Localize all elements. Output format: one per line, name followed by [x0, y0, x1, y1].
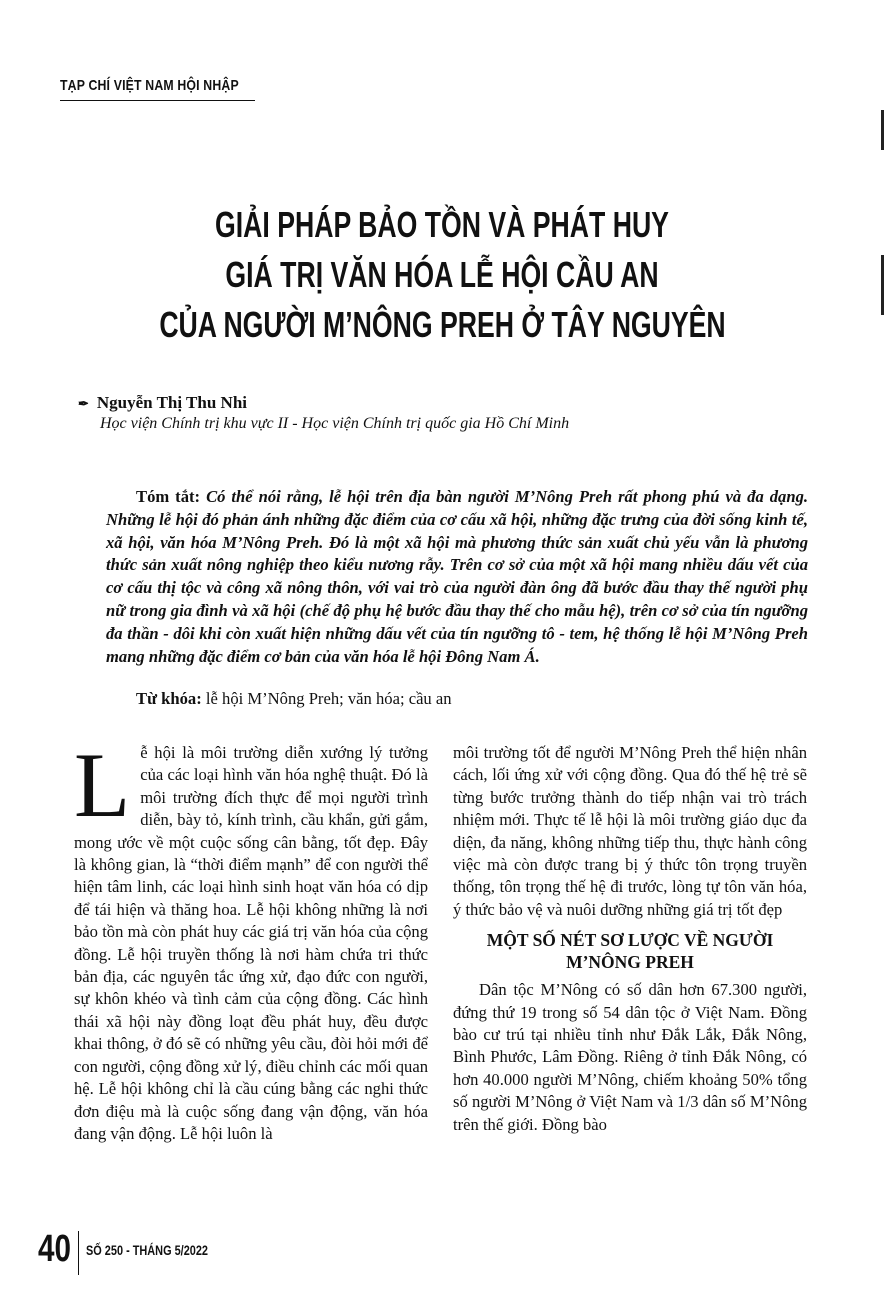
body-text: ễ hội là môi trường diễn xướng lý tưởng của các loại hình văn hóa nghệ thuật. Đó là môi trường đích thực để mọi người trình diễn, bày tỏ, kính trình, cầu khẩn, gửi gắm, mong ước về một cuộc sống cân bằng, tốt đẹp. Đây là không gian, là “thời điểm mạnh” để con người thể hiện tâm linh, các loại hình sinh hoạt văn hóa có dịp để tái hiện và thăng hoa. Lễ hội không những là nơi bảo tồn mà còn phát huy các giá trị văn hóa của cộng đồng. Lễ hội truyền thống là nơi hàm chứa tri thức bản địa, các nguyên tắc ứng xử, đạo đức con người, sự khôn khéo và tình cảm của cộng đồng. Các hình thái xã hội này đồng loạt đều phát huy, đều được khai thông, ở đó sẽ có những yêu cầu, đòi hỏi mới để con người, cộng đồng xử lý, điều chỉnh các mối quan hệ. Lễ hội không chỉ là cầu cúng bằng các nghi thức đơn điệu mà là cuộc sống đang vận động, văn hóa đang vận động. Lễ hội luôn là	[74, 743, 428, 1143]
keywords-text: lễ hội M’Nông Preh; văn hóa; cầu an	[205, 689, 452, 708]
keywords	[106, 689, 808, 709]
author-name: Nguyễn Thị Thu Nhi	[96, 393, 247, 412]
issue-info: SỐ 250 - THÁNG 5/2022	[86, 1242, 208, 1258]
footer-divider	[78, 1231, 79, 1275]
body-column-right	[453, 742, 807, 1136]
title-line: GIẢI PHÁP BẢO TỒN VÀ PHÁT HUY	[215, 204, 669, 245]
body-paragraph: Dân tộc M’Nông có số dân hơn 67.300 người, đứng thứ 19 trong số 54 dân tộc ở Việt Nam. Đồng bào cư trú tại nhiều tỉnh như Đắk Lắk, Đắk Nông, Bình Phước, Lâm Đồng. Riêng ở tỉnh Đắk Nông, có hơn 40.000 người M’Nông, chiếm khoảng 50% tổng số người M’Nông ở Việt Nam và 1/3 dân số M’Nông trên thế giới. Đồng bào	[453, 980, 807, 1134]
page-number: 40	[38, 1228, 71, 1270]
article-title	[60, 200, 824, 350]
journal-name: TẠP CHÍ VIỆT NAM HỘI NHẬP	[60, 77, 239, 94]
keywords-label: Từ khóa:	[136, 689, 202, 708]
body-paragraph	[74, 734, 428, 1145]
author-line	[78, 393, 247, 413]
pen-icon: ✒	[78, 396, 89, 411]
title-line: CỦA NGƯỜI M’NÔNG PREH Ở TÂY NGUYÊN	[159, 304, 726, 345]
section-heading: MỘT SỐ NÉT SƠ LƯỢC VỀ NGƯỜI M’NÔNG PREH	[486, 930, 774, 973]
body-column-left	[74, 734, 428, 1145]
abstract-text: Có thể nói rằng, lễ hội trên địa bàn người M’Nông Preh rất phong phú và đa dạng. Những lễ hội đó phản ánh những đặc điểm của cơ cấu xã hội, những đặc trưng của đời sống kinh tế, xã hội, văn hóa M’Nông Preh. Đó là một xã hội mà phương thức sản xuất chủ yếu vẫn là phương thức sản xuất nông nghiệp theo kiểu nương rẫy. Trên cơ sở của một xã hội mang nhiều dấu vết của cơ cấu thị tộc và công xã nông thôn, với vai trò của người đàn ông đã bước đầu thay thế người phụ nữ trong gia đình và xã hội (chế độ phụ hệ bước đầu thay thế cho mẫu hệ), trên cơ sở của tín ngưỡng đa thần - dôi khi còn xuất hiện những dấu vết của tín ngưỡng tô - tem, hệ thống lễ hội M’Nông Preh mang những đặc điểm cơ bản của văn hóa lễ hội Đông Nam Á.	[106, 487, 809, 666]
abstract-label: Tóm tắt:	[136, 487, 201, 506]
title-line: GIÁ TRỊ VĂN HÓA LỄ HỘI CẦU AN	[225, 254, 659, 295]
abstract	[106, 486, 808, 668]
drop-cap: L	[74, 734, 131, 836]
header-rule	[60, 100, 255, 101]
author-affiliation: Học viện Chính trị khu vực II - Học viện Chính trị quốc gia Hồ Chí Minh	[100, 415, 570, 432]
body-paragraph: môi trường tốt để người M’Nông Preh thể hiện nhân cách, lối ứng xử với cộng đồng. Qua đó thế hệ trẻ sẽ từng bước trưởng thành do tiếp nhận vai trò trách nhiệm mới. Thực tế lễ hội là môi trường giáo dục đa diện, đa năng, không những tiếp thu, thực hành công việc mà còn được trang bị ý thức tôn trọng truyền thống, tôn trọng thế hệ đi trước, lòng tự tôn văn hóa, ý thức bảo vệ và nuôi dưỡng những giá trị tốt đẹp	[453, 743, 807, 919]
